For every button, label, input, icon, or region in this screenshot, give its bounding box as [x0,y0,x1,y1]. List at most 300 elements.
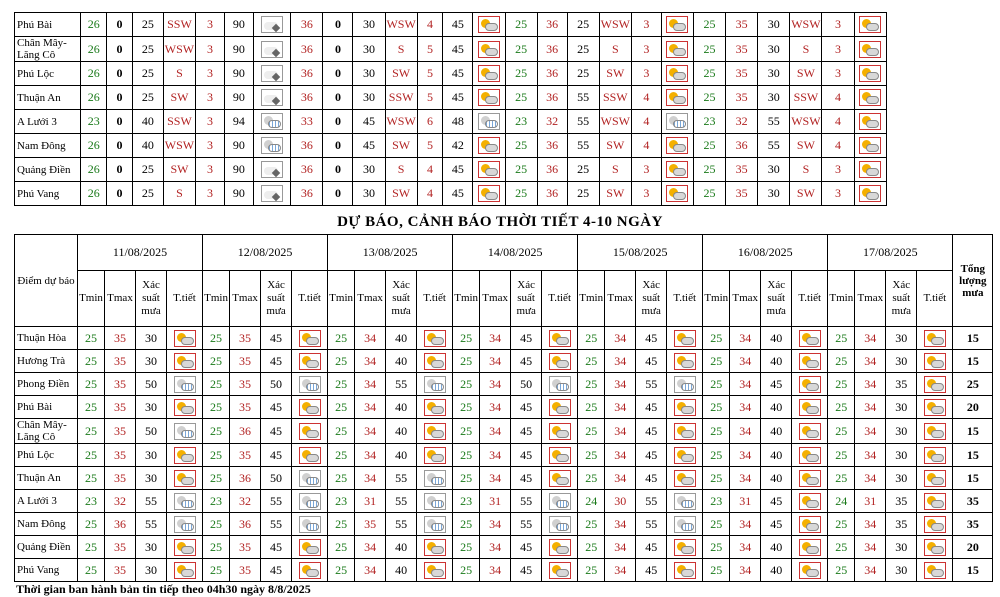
station-name: Hương Trà [15,350,78,373]
cell-value: 25 [693,13,725,37]
rain-probability: 30 [136,559,167,582]
weather-cell [473,134,505,158]
cell-value: 30 [758,37,790,62]
cell-value: 4 [417,182,443,206]
weather-icon [478,137,500,154]
rain-probability: 55 [261,490,292,513]
tmin: 25 [203,350,230,373]
weather-icon [424,330,446,347]
rain-probability: 45 [511,350,542,373]
rain-probability: 30 [136,467,167,490]
cell-value: 36 [537,37,567,62]
cell-value: WSW [385,13,417,37]
tmin: 25 [203,536,230,559]
cell-value: SW [385,134,417,158]
weather-icon [549,353,571,370]
weather-icon [299,539,321,556]
rain-probability: 45 [761,490,792,513]
cell-value: 3 [196,134,225,158]
weather-cell [792,327,828,350]
tmin: 25 [328,467,355,490]
cell-value: SW [163,86,195,110]
cell-value: 3 [196,182,225,206]
cell-value: 3 [822,37,854,62]
tmax: 34 [730,467,761,490]
weather-cell [473,37,505,62]
weather-icon [549,539,571,556]
weather-icon [478,113,500,130]
weather-cell [667,536,703,559]
rain-probability: 35 [886,490,917,513]
weather-icon [299,470,321,487]
cell-value: S [790,37,822,62]
rain-probability: 30 [136,396,167,419]
weather-icon [299,562,321,579]
sub-header: Xác suất mưa [886,271,917,327]
weather-icon [174,562,196,579]
cell-value: 0 [323,13,353,37]
rain-probability: 45 [511,559,542,582]
weather-cell [792,350,828,373]
weather-icon [174,539,196,556]
tmin: 23 [203,490,230,513]
weather-cell [167,350,203,373]
rain-probability: 50 [261,373,292,396]
tmin: 25 [78,419,105,444]
cell-value: 5 [417,37,443,62]
tmax: 34 [730,419,761,444]
station-name: Phú Vang [15,182,81,206]
rain-probability: 40 [386,396,417,419]
rain-probability: 45 [511,419,542,444]
rain-probability: 55 [386,490,417,513]
tmax: 36 [230,419,261,444]
cell-value: 0 [323,182,353,206]
cell-value: 0 [107,158,133,182]
cell-value: 30 [758,182,790,206]
weather-cell [542,373,578,396]
sub-header: Tmin [328,271,355,327]
total-rain: 15 [953,419,993,444]
cell-value: 45 [443,158,473,182]
weather-icon [299,376,321,393]
tmin: 25 [203,513,230,536]
tmax: 34 [480,444,511,467]
tmax: 34 [480,559,511,582]
weather-icon [666,161,688,178]
weather-icon [799,376,821,393]
tmax: 35 [230,373,261,396]
rain-probability: 45 [636,467,667,490]
cell-value: 36 [537,134,567,158]
cell-value: 42 [443,134,473,158]
weather-cell [253,62,290,86]
cell-value: 4 [822,86,854,110]
tmin: 25 [328,419,355,444]
total-rain: 15 [953,467,993,490]
cell-value: 25 [505,182,537,206]
cell-value: 4 [631,134,661,158]
tmax: 35 [230,536,261,559]
weather-icon [174,423,196,440]
weather-icon [261,16,283,33]
tmax: 34 [605,536,636,559]
tmax: 36 [230,513,261,536]
weather-cell [292,327,328,350]
cell-value: 55 [567,134,599,158]
cell-value: 25 [567,13,599,37]
cell-value: 30 [353,62,385,86]
tmin: 25 [328,396,355,419]
weather-icon [666,137,688,154]
sub-header: Tmax [855,271,886,327]
cell-value: SSW [790,86,822,110]
tmax: 34 [855,373,886,396]
cell-value: SSW [599,86,631,110]
cell-value: 26 [81,37,107,62]
cell-value: 26 [81,158,107,182]
cell-value: 23 [505,110,537,134]
tmax: 34 [730,350,761,373]
weather-cell [917,373,953,396]
cell-value: 3 [196,158,225,182]
cell-value: 90 [224,62,253,86]
rain-probability: 45 [636,350,667,373]
cell-value: 25 [132,182,163,206]
weather-icon [424,562,446,579]
weather-cell [417,373,453,396]
cell-value: 25 [693,37,725,62]
tmin: 25 [78,327,105,350]
tmin: 25 [453,444,480,467]
cell-value: 48 [443,110,473,134]
rain-probability: 30 [886,419,917,444]
cell-value: WSW [163,134,195,158]
weather-icon [424,399,446,416]
cell-value: WSW [790,110,822,134]
weather-cell [167,419,203,444]
cell-value: 25 [505,134,537,158]
tmax: 35 [230,396,261,419]
tmax: 35 [105,373,136,396]
cell-value: 25 [505,86,537,110]
cell-value: 0 [107,182,133,206]
cell-value: 0 [323,110,353,134]
sub-header: Tmax [480,271,511,327]
cell-value: 3 [631,182,661,206]
cell-value: 32 [726,110,758,134]
weather-icon [424,353,446,370]
weather-icon [859,89,881,106]
tmax: 32 [105,490,136,513]
cell-value: 45 [443,86,473,110]
cell-value: 90 [224,158,253,182]
weather-icon [799,470,821,487]
forecast-row [15,559,993,582]
weather-icon [174,493,196,510]
cell-value: 30 [353,13,385,37]
weather-cell [292,444,328,467]
sub-header: Xác suất mưa [136,271,167,327]
cell-value: 25 [132,13,163,37]
weather-icon [549,516,571,533]
rain-probability: 45 [636,327,667,350]
cell-value: WSW [599,110,631,134]
tmax: 34 [605,444,636,467]
sub-header: Tmin [703,271,730,327]
station-name: Nam Đông [15,134,81,158]
weather-icon [299,516,321,533]
cell-value: 23 [693,110,725,134]
weather-cell [542,419,578,444]
tmax: 36 [230,467,261,490]
tmin: 23 [328,490,355,513]
weather-cell [253,158,290,182]
weather-cell [661,86,693,110]
tmin: 25 [78,444,105,467]
weather-icon [924,353,946,370]
station-row [15,110,887,134]
cell-value: WSW [163,37,195,62]
rain-probability: 45 [636,396,667,419]
cell-value: SW [385,182,417,206]
weather-cell [417,327,453,350]
cell-value: SW [790,134,822,158]
weather-icon [859,137,881,154]
weather-icon [666,16,688,33]
rain-probability: 45 [761,373,792,396]
rain-probability: 45 [636,444,667,467]
rain-probability: 40 [761,559,792,582]
tmin: 25 [578,373,605,396]
weather-cell [792,536,828,559]
cell-value: 36 [291,182,323,206]
tmax: 31 [480,490,511,513]
rain-probability: 40 [761,536,792,559]
sub-header: T.tiết [917,271,953,327]
cell-value: 25 [567,182,599,206]
cell-value: 4 [631,110,661,134]
weather-icon [478,41,500,58]
weather-cell [473,110,505,134]
tmax: 30 [605,490,636,513]
weather-icon [261,161,283,178]
weather-icon [174,330,196,347]
tmin: 25 [703,350,730,373]
cell-value: 3 [822,62,854,86]
cell-value: 36 [291,134,323,158]
weather-icon [924,330,946,347]
rain-probability: 40 [386,444,417,467]
tmin: 25 [203,396,230,419]
cell-value: SSW [163,110,195,134]
station-header: Điểm dự báo [15,235,78,327]
cell-value: 90 [224,86,253,110]
rain-probability: 40 [386,536,417,559]
cell-value: 0 [107,62,133,86]
weather-cell [792,490,828,513]
weather-cell [167,373,203,396]
cell-value: 0 [107,134,133,158]
tmin: 25 [78,467,105,490]
weather-cell [417,350,453,373]
weather-icon [478,89,500,106]
cell-value: 26 [81,134,107,158]
weather-icon [299,447,321,464]
weather-cell [417,419,453,444]
cell-value: 0 [107,37,133,62]
date-header: 15/08/2025 [578,235,703,271]
cell-value: S [385,158,417,182]
weather-icon [859,41,881,58]
tmax: 35 [230,559,261,582]
weather-cell [661,182,693,206]
tmin: 25 [328,350,355,373]
rain-probability: 50 [261,467,292,490]
tmin: 25 [703,373,730,396]
cell-value: 4 [631,86,661,110]
tmin: 25 [578,467,605,490]
rain-probability: 55 [386,373,417,396]
tmax: 34 [605,327,636,350]
weather-cell [917,490,953,513]
weather-cell [792,467,828,490]
rain-probability: 55 [511,513,542,536]
total-rain-header: Tổng lượng mưa [953,235,993,327]
weather-cell [854,134,886,158]
cell-value: 90 [224,134,253,158]
tmax: 34 [355,419,386,444]
tmin: 25 [203,373,230,396]
sub-header: Tmax [605,271,636,327]
station-row [15,86,887,110]
tmin: 25 [453,327,480,350]
total-rain: 35 [953,513,993,536]
weather-cell [792,559,828,582]
rain-probability: 45 [511,444,542,467]
weather-icon [261,185,283,202]
tmax: 31 [855,490,886,513]
cell-value: 3 [631,37,661,62]
station-name: A Lưới 3 [15,110,81,134]
cell-value: 90 [224,182,253,206]
cell-value: 0 [107,13,133,37]
cell-value: 33 [291,110,323,134]
weather-icon [799,353,821,370]
weather-icon [924,423,946,440]
rain-probability: 55 [636,513,667,536]
cell-value: 30 [758,13,790,37]
weather-cell [661,37,693,62]
tmin: 25 [828,536,855,559]
cell-value: 26 [81,13,107,37]
sub-header: Tmax [230,271,261,327]
cell-value: 3 [822,182,854,206]
cell-value: 40 [132,134,163,158]
rain-probability: 45 [261,419,292,444]
tmin: 25 [703,467,730,490]
weather-icon [859,161,881,178]
station-row [15,13,887,37]
weather-cell [917,559,953,582]
weather-cell [253,182,290,206]
station-name: Quảng Điền [15,536,78,559]
tmin: 25 [703,396,730,419]
weather-cell [667,513,703,536]
weather-icon [261,65,283,82]
cell-value: 36 [537,158,567,182]
cell-value: WSW [790,13,822,37]
rain-probability: 45 [261,444,292,467]
rain-probability: 40 [386,327,417,350]
rain-probability: 55 [386,467,417,490]
tmin: 25 [203,467,230,490]
weather-icon [478,185,500,202]
weather-cell [253,86,290,110]
weather-cell [542,536,578,559]
tmax: 35 [230,327,261,350]
forecast-row [15,536,993,559]
cell-value: 25 [505,158,537,182]
cell-value: 35 [726,13,758,37]
weather-icon [424,516,446,533]
weather-cell [542,327,578,350]
weather-cell [917,396,953,419]
cell-value: 4 [822,110,854,134]
weather-icon [549,470,571,487]
cell-value: 23 [81,110,107,134]
tmin: 25 [203,419,230,444]
weather-icon [924,562,946,579]
weather-icon [799,516,821,533]
rain-probability: 50 [136,373,167,396]
weather-icon [174,399,196,416]
tmin: 25 [78,559,105,582]
total-rain: 20 [953,396,993,419]
cell-value: 25 [505,37,537,62]
weather-cell [167,490,203,513]
rain-probability: 30 [886,444,917,467]
cell-value: 25 [132,86,163,110]
rain-probability: 45 [511,327,542,350]
weather-cell [292,536,328,559]
tmax: 34 [605,396,636,419]
cell-value: 90 [224,13,253,37]
cell-value: 36 [537,182,567,206]
station-name: Phong Điền [15,373,78,396]
rain-probability: 50 [511,373,542,396]
weather-cell [792,419,828,444]
date-header: 17/08/2025 [828,235,953,271]
cell-value: SSW [163,13,195,37]
cell-value: 3 [822,13,854,37]
cell-value: 30 [758,158,790,182]
weather-cell [542,490,578,513]
forecast-row [15,513,993,536]
weather-icon [799,493,821,510]
date-header: 14/08/2025 [453,235,578,271]
tmax: 34 [730,513,761,536]
date-header: 13/08/2025 [328,235,453,271]
cell-value: WSW [385,110,417,134]
tmax: 34 [855,536,886,559]
forecast-row [15,373,993,396]
rain-probability: 30 [886,327,917,350]
next-bulletin-note: Thời gian ban hành bản tin tiếp theo 04h30 ngày 8/8/2025 [16,582,311,596]
rain-probability: 55 [261,513,292,536]
tmin: 24 [578,490,605,513]
tmin: 25 [703,327,730,350]
